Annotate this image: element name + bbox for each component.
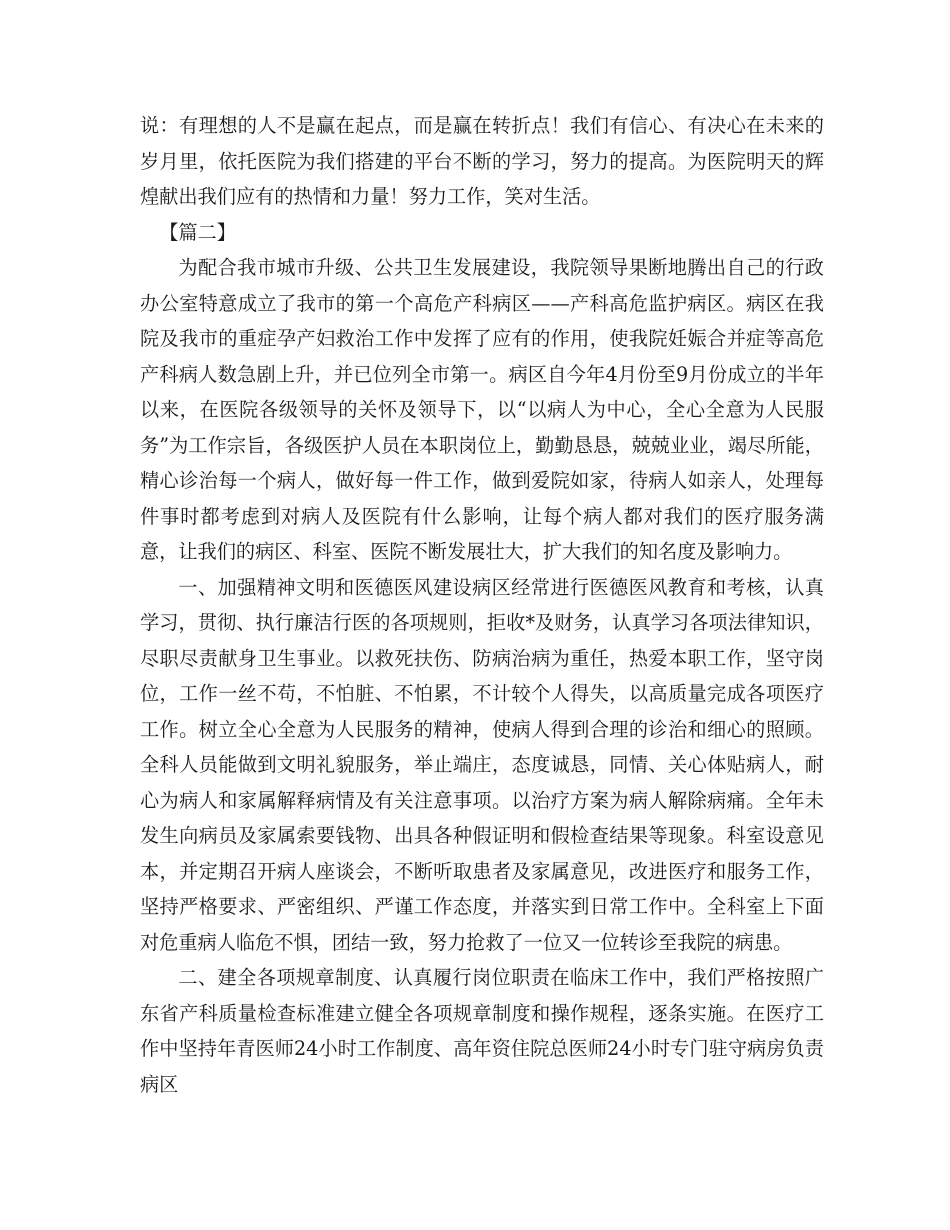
section-heading: 【篇二】 <box>159 220 236 244</box>
paragraph-intro: 为配合我市城市升级、公共卫生发展建设，我院领导果断地腾出自己的行政办公室特意成立了我市的第一个高危产科病区——产科高危监护病区。病区在我院及我市的重症孕产妇救治工作中发挥了应有的作用，使我院妊娠合并症等高危产科病人数急剧上升，并已位列全市第一。病区自今年4月份至9月份成立的半年以来，在医院各级领导的关怀及领导下，以“以病人为中心，全心全意为人民服务”为工作宗旨，各级医护人员在本职岗位上，勤勤恳恳，兢兢业业，竭尽所能，精心诊治每一个病人，做好每一件工作，做到爱院如家，待病人如亲人，处理每件事时都考虑到对病人及医院有什么影响，让每个病人都对我们的医疗服务满意，让我们的病区、科室、医院不断发展壮大，扩大我们的知名度及影响力。 <box>140 256 824 563</box>
document-body <box>140 108 824 1102</box>
paragraph-section-one: 一、加强精神文明和医德医风建设病区经常进行医德医风教育和考核，认真学习，贯彻、执行廉洁行医的各项规则，拒收*及财务，认真学习各项法律知识，尽职尽责献身卫生事业。以救死扶伤、防病治病为重任，热爱本职工作，坚守岗位，工作一丝不苟，不怕脏、不怕累，不计较个人得失，以高质量完成各项医疗工作。树立全心全意为人民服务的精神，使病人得到合理的诊治和细心的照顾。全科人员能做到文明礼貌服务，举止端庄，态度诚恳，同情、关心体贴病人，耐心为病人和家属解释病情及有关注意事项。以治疗方案为病人解除病痛。全年未发生向病员及家属索要钱物、出具各种假证明和假检查结果等现象。科室设意见本，并定期召开病人座谈会，不断听取患者及家属意见，改进医疗和服务工作，坚持严格要求、严密组织、严谨工作态度，并落实到日常工作中。全科室上下面对危重病人临危不惧，团结一致，努力抢救了一位又一位转诊至我院的病患。 <box>140 575 824 954</box>
paragraph-continuation: 说：有理想的人不是赢在起点，而是赢在转折点！我们有信心、有决心在未来的岁月里，依托医院为我们搭建的平台不断的学习，努力的提高。为医院明天的辉煌献出我们应有的热情和力量！努力工作，笑对生活。 <box>140 114 824 208</box>
paragraph-section-two: 二、建全各项规章制度、认真履行岗位职责在临床工作中，我们严格按照广东省产科质量检查标准建立健全各项规章制度和操作规程，逐条实施。在医疗工作中坚持年青医师24小时工作制度、高年资住院总医师24小时专门驻守病房负责病区 <box>140 966 824 1096</box>
